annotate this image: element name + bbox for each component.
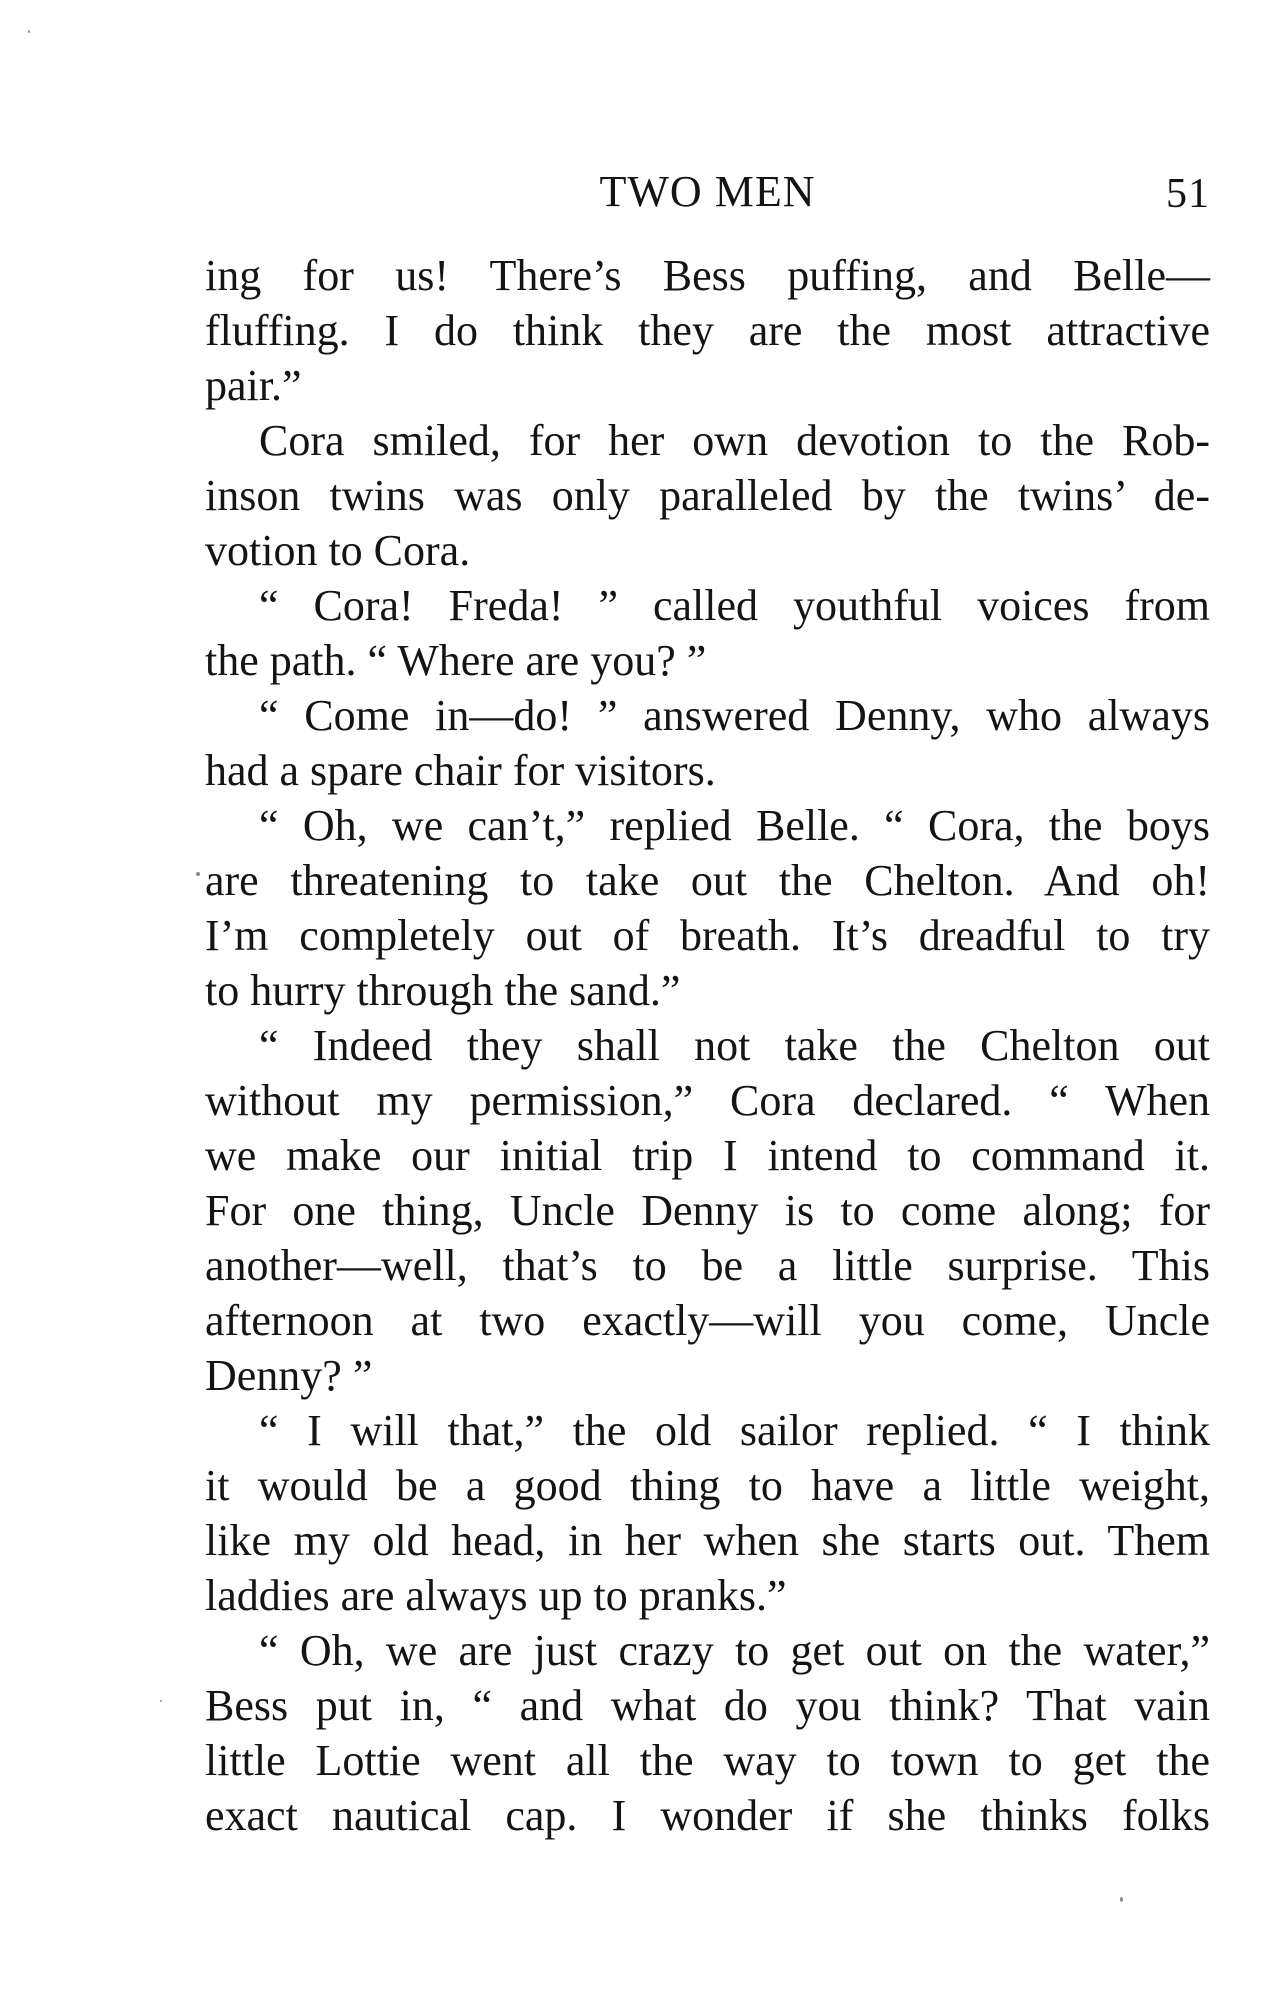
text-line: it would be a good thing to have a little weight,	[205, 1461, 1210, 1510]
running-head	[205, 166, 1210, 222]
text-line: votion to Cora.	[205, 526, 471, 575]
text-line: “ Come in—do! ” answered Denny, who always	[259, 691, 1210, 740]
text-line: to hurry through the sand.”	[205, 966, 681, 1015]
paper-speck	[28, 30, 30, 33]
text-line: “ Oh, we can’t,” replied Belle. “ Cora, the boys	[259, 801, 1210, 850]
text-line: are threatening to take out the Chelton. And oh!	[205, 856, 1210, 905]
text-line: fluffing. I do think they are the most attractive	[205, 306, 1210, 355]
text-line: laddies are always up to pranks.”	[205, 1571, 787, 1620]
text-line: without my permission,” Cora declared. “ When	[205, 1076, 1210, 1125]
text-line: we make our initial trip I intend to command it.	[205, 1131, 1210, 1180]
text-line: Bess put in, “ and what do you think? That vain	[205, 1681, 1210, 1730]
text-line: “ Oh, we are just crazy to get out on the water,”	[259, 1626, 1210, 1675]
paper-speck	[1120, 1897, 1123, 1902]
text-line: exact nautical cap. I wonder if she thinks folks	[205, 1791, 1210, 1840]
text-line: had a spare chair for visitors.	[205, 746, 716, 795]
paper-speck	[160, 1700, 162, 1702]
page-number: 51	[1166, 171, 1210, 217]
text-line: afternoon at two exactly—will you come, Uncle	[205, 1296, 1210, 1345]
text-line: For one thing, Uncle Denny is to come along; for	[205, 1186, 1210, 1235]
text-line: “ I will that,” the old sailor replied. “ I think	[259, 1406, 1210, 1455]
body-text	[205, 248, 1210, 1843]
text-line: little Lottie went all the way to town to get the	[205, 1736, 1210, 1785]
chapter-title: TWO MEN	[599, 167, 816, 216]
text-line: ing for us! There’s Bess puffing, and Belle—	[205, 251, 1210, 300]
text-line: Cora smiled, for her own devotion to the Rob-	[259, 416, 1210, 465]
text-line: “ Cora! Freda! ” called youthful voices from	[259, 581, 1210, 630]
paper-speck	[196, 872, 200, 876]
text-line: I’m completely out of breath. It’s dreadful to try	[205, 911, 1210, 960]
text-line: another—well, that’s to be a little surprise. This	[205, 1241, 1210, 1290]
text-line: “ Indeed they shall not take the Chelton out	[259, 1021, 1210, 1070]
text-line: Denny? ”	[205, 1351, 373, 1400]
text-line: the path. “ Where are you? ”	[205, 636, 707, 685]
text-line: pair.”	[205, 361, 302, 410]
text-line: like my old head, in her when she starts out. Them	[205, 1516, 1210, 1565]
text-line: inson twins was only paralleled by the twins’ de-	[205, 471, 1210, 520]
